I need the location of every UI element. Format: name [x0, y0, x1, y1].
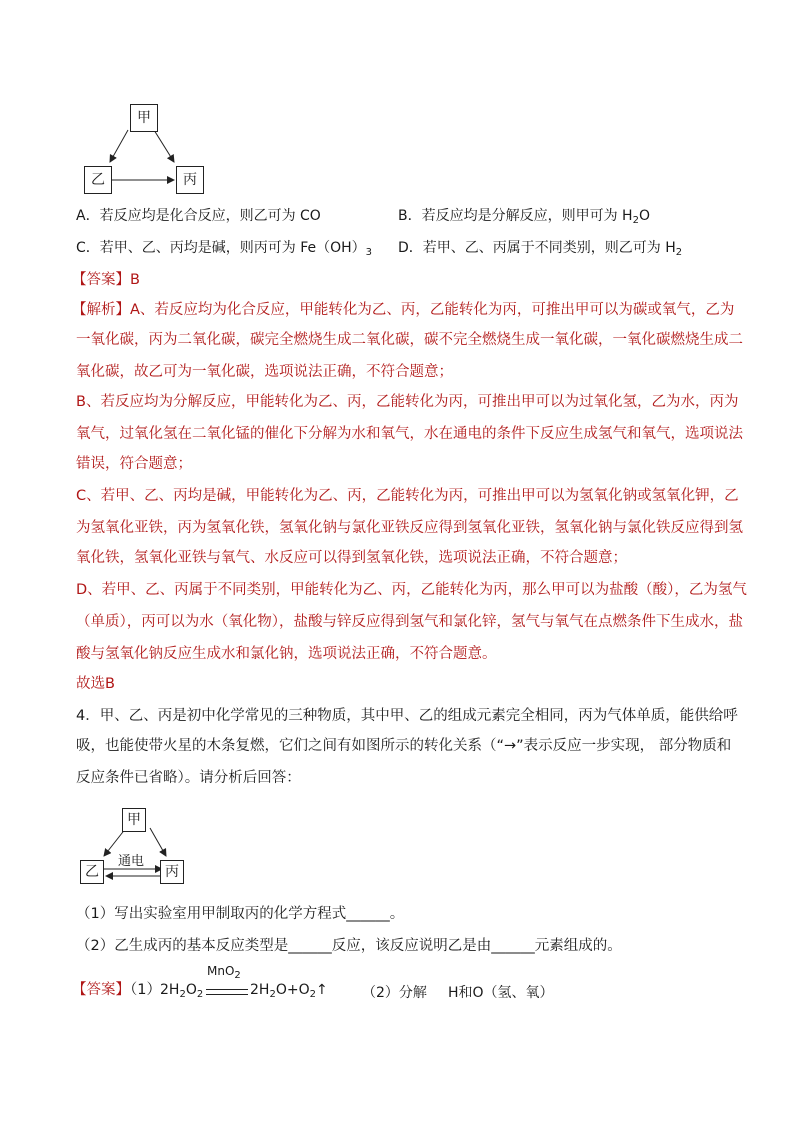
answer-2 [72, 980, 161, 1000]
analysis-line: 氧化碳，故乙可为一氧化碳，选项说法正确，不符合题意； [76, 364, 453, 380]
analysis-line: B、若反应均为分解反应，甲能转化为乙、丙，乙能转化为丙，可推出甲可以为过氧化氢，乙为水，丙为 [76, 394, 739, 410]
analysis-line: 氧气，过氧化氢在二氧化锰的催化下分解为水和氧气，水在通电的条件下反应生成氢气和氧气，选项说法 [76, 426, 743, 442]
sub-question-2: （2）乙生成丙的基本反应类型是______反应，该反应说明乙是由______元素组成的。 [76, 938, 622, 954]
part1-label: （1） [130, 982, 161, 998]
option-c-text: C．若甲、乙、丙均是碱，则丙可为 Fe（OH） [76, 240, 366, 256]
arrow-jia-to-yi [110, 130, 128, 162]
arrow-label: 通电 [118, 854, 145, 869]
node-bing: 丙 [160, 860, 184, 884]
final-choice: 故选B [76, 676, 115, 692]
option-b: B．若反应均是分解反应，则甲可为 $H_2O$ [398, 208, 650, 226]
gas-arrow-icon: ↑ [315, 982, 328, 998]
answer-tag: 【答案】 [72, 982, 130, 998]
question-4-line: 4．甲、乙、丙是初中化学常见的三种物质，其中甲、乙的组成元素完全相同，丙为气体单质，能供给呼 [76, 708, 738, 724]
arrow-jia-to-bing [150, 828, 166, 856]
analysis-line: C、若甲、乙、丙均是碱，甲能转化为乙、丙，乙能转化为丙，可推出甲可以为氢氧化钠或氢氧化钾，乙 [76, 488, 739, 504]
arrow-jia-to-bing [154, 130, 174, 162]
analysis-line: 错误，符合题意； [76, 456, 192, 472]
analysis-line: D、若甲、乙、丙属于不同类别，甲能转化为乙、丙，乙能转化为丙，那么甲可以为盐酸（酸），乙为氢气 [76, 582, 747, 598]
option-c: C．若甲、乙、丙均是碱，则丙可为 $Fe(OH)_3$ [76, 240, 373, 258]
node-bing: 丙 [176, 166, 204, 194]
analysis-line: 【解析】A、若反应均为化合反应，甲能转化为乙、丙，乙能转化为丙，可推出甲可以为碳或氧气，乙为 [72, 302, 735, 318]
equation-right: $2H_2O+O_2↑$ [250, 982, 328, 1000]
analysis-line: 为氢氧化亚铁，丙为氢氧化铁，氢氧化钠与氯化亚铁反应得到氢氧化亚铁，氢氧化钠与氯化铁反应得到氢 [76, 520, 743, 536]
catalyst: MnO$_2$ [207, 964, 241, 981]
answer-1 [72, 270, 140, 290]
option-a [76, 206, 321, 226]
question-4-line: 反应条件已省略）。请分析后回答： [76, 770, 301, 786]
node-jia: 甲 [130, 104, 158, 132]
sub-question-1: （1）写出实验室用甲制取丙的化学方程式______。 [76, 906, 405, 922]
analysis-line: （单质），丙可以为水（氧化物），盐酸与锌反应得到氢气和氯化锌，氢气与氧气在点燃条件下生成水，盐 [76, 614, 743, 630]
answer-value: B [130, 272, 140, 288]
question-4-line: 吸，也能使带火星的木条复燃，它们之间有如图所示的转化关系（“→”表示反应一步实现， 部分物质和 [76, 738, 732, 754]
node-yi: 乙 [84, 166, 112, 194]
option-d-text: D．若甲、乙、丙属于不同类别，则乙可为 H [398, 240, 676, 256]
node-jia: 甲 [122, 808, 146, 832]
node-yi: 乙 [80, 860, 104, 884]
answer-part2: （2）分解 [362, 985, 427, 1001]
analysis-line: 酸与氢氧化钠反应生成水和氯化钠，选项说法正确，不符合题意。 [76, 646, 497, 662]
option-b-text: B．若反应均是分解反应，则甲可为 H [398, 208, 633, 224]
analysis-tag: 【解析】 [72, 302, 130, 318]
equals-sign [206, 989, 248, 995]
equation-left: $2H_2O_2$ [160, 982, 204, 1000]
option-a-text: A．若反应均是化合反应，则乙可为 CO [76, 208, 321, 224]
analysis-line: 氧化铁，氢氧化亚铁与氧气、水反应可以得到氢氧化铁，选项说法正确，不符合题意； [76, 550, 627, 566]
answer-tag: 【答案】 [72, 272, 130, 288]
answer-part3: H和O（氢、氧） [448, 985, 554, 1001]
analysis-line: 一氧化碳，丙为二氧化碳，碳完全燃烧生成二氧化碳，碳不完全燃烧生成一氧化碳，一氧化碳燃烧生成二 [76, 332, 743, 348]
option-d: D．若甲、乙、丙属于不同类别，则乙可为 $H_2$ [398, 240, 683, 258]
